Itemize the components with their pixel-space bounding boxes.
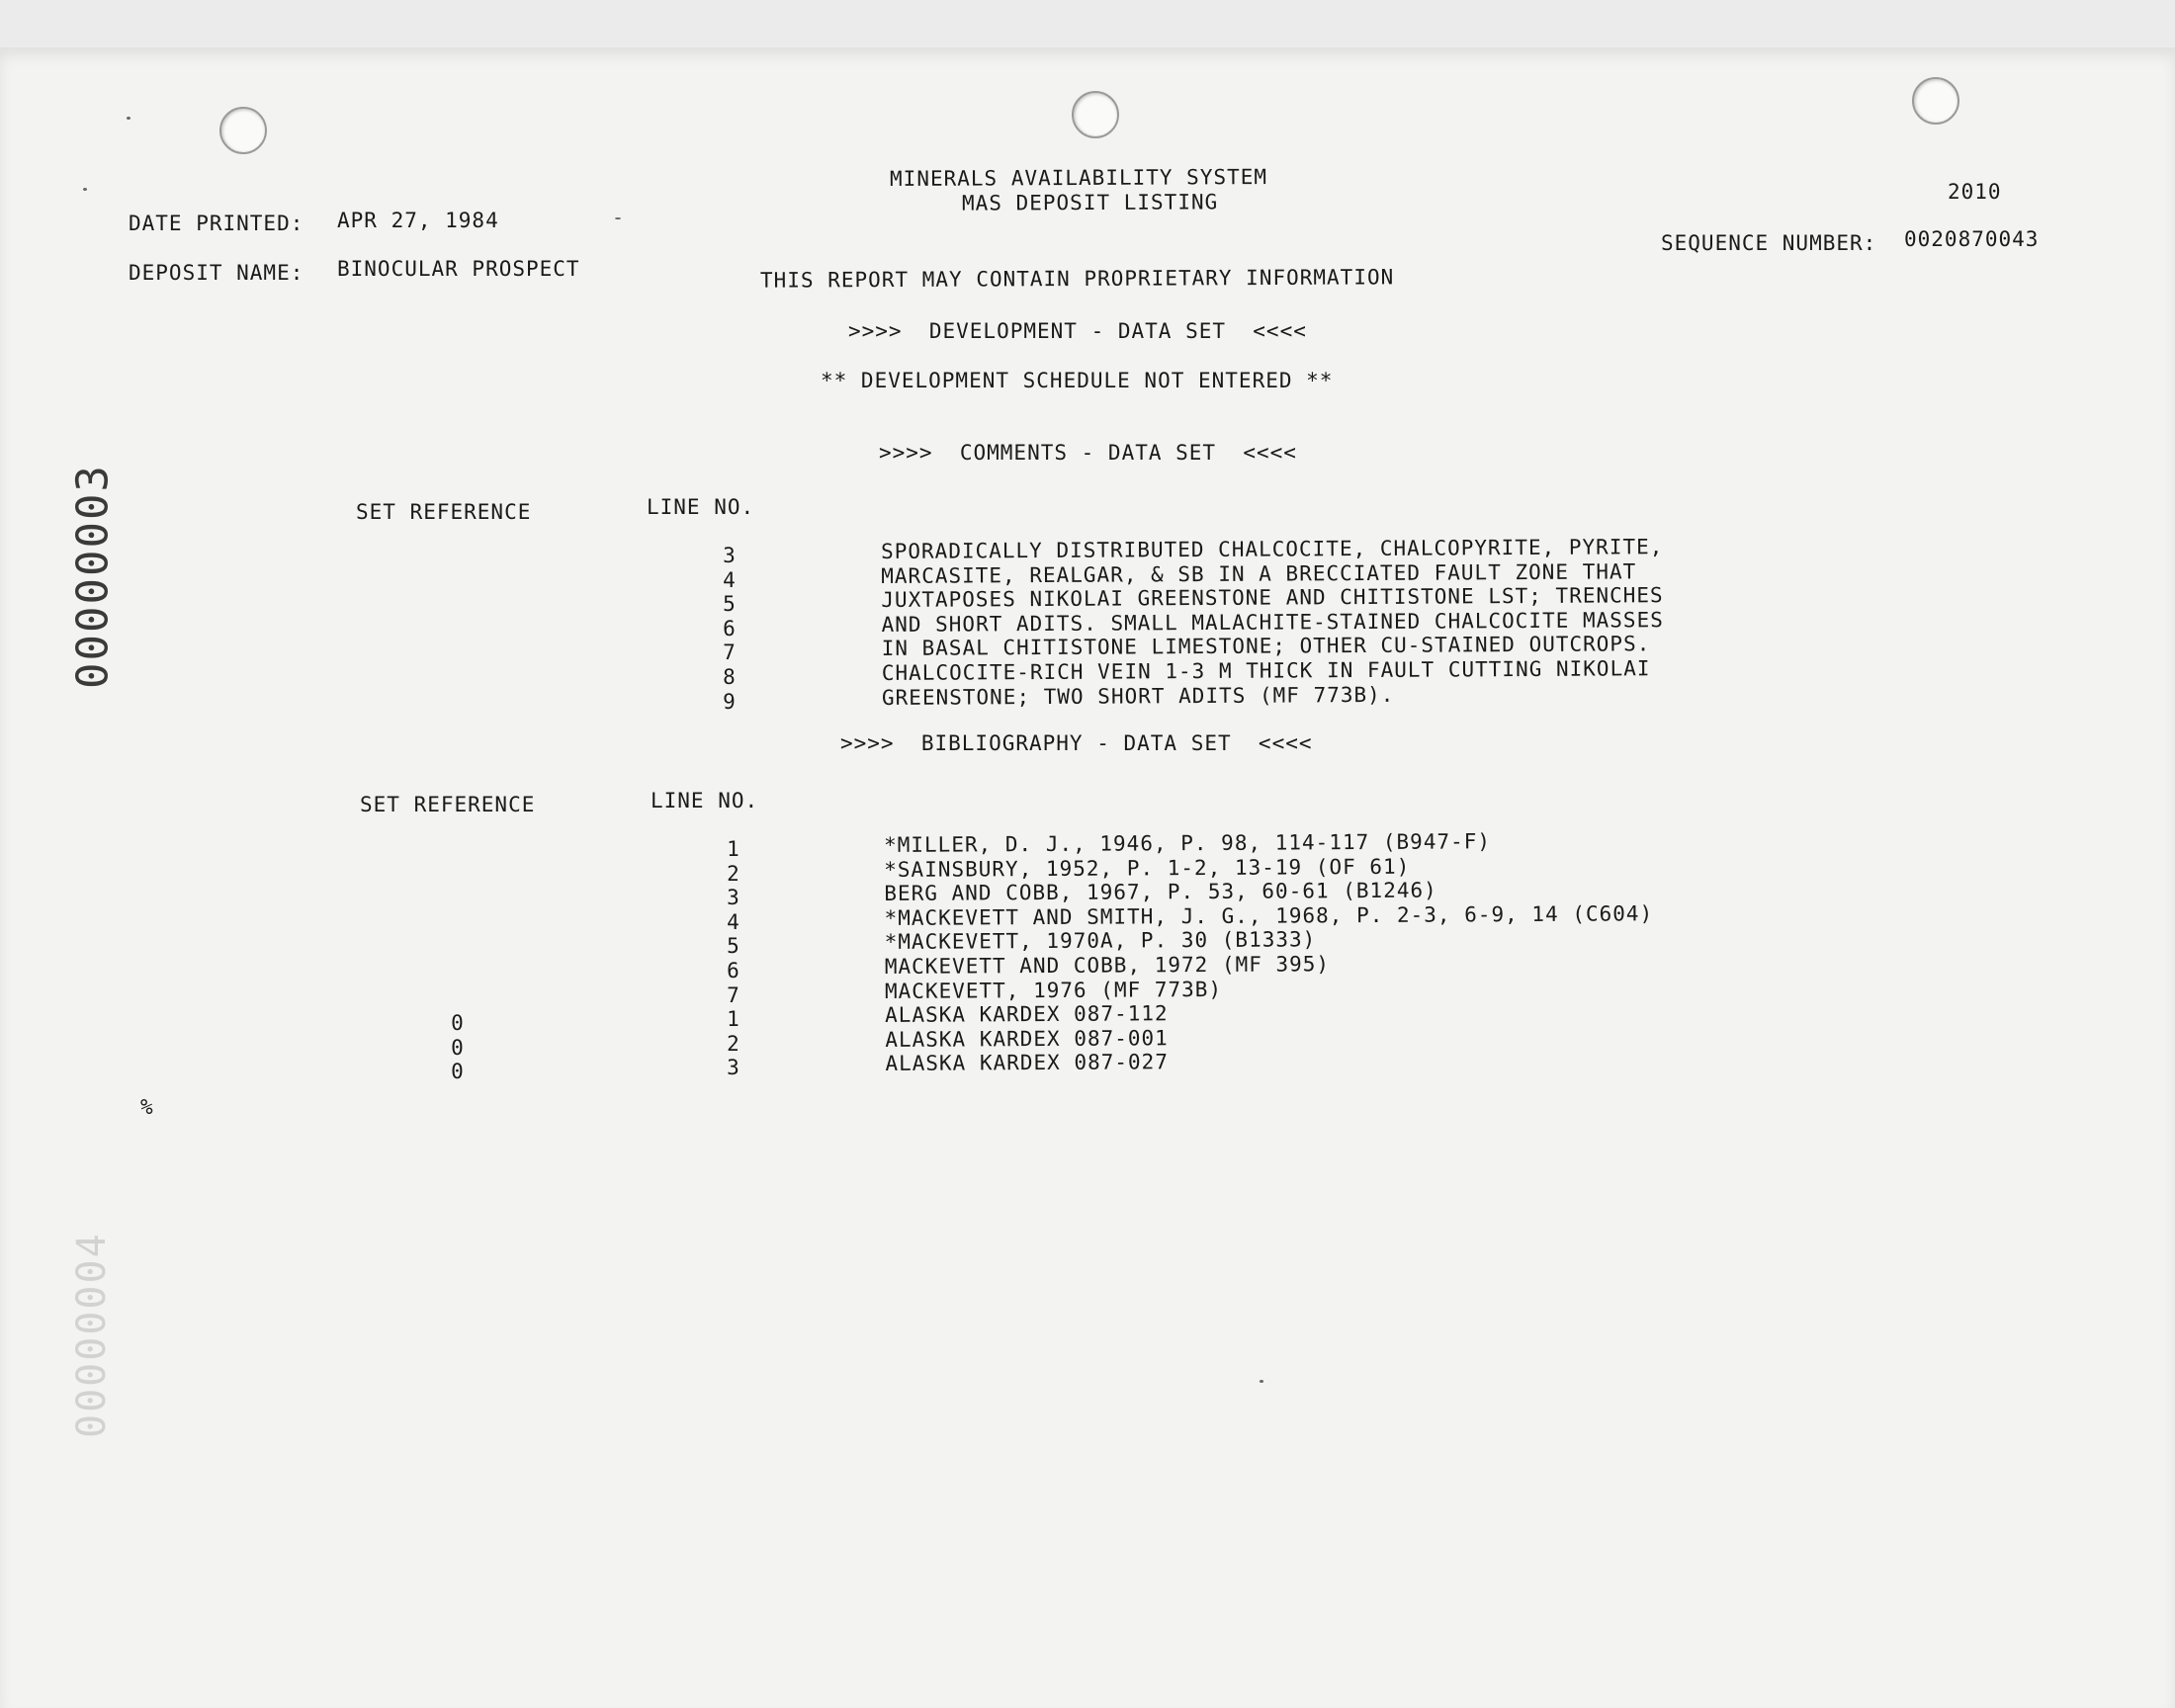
comment-text-line: AND SHORT ADITS. SMALL MALACHITE-STAINED CHALCOCITE MASSES [881, 607, 1664, 637]
deposit-name-value: BINOCULAR PROSPECT [337, 257, 580, 281]
comment-line-number: 7 [723, 640, 737, 665]
bibliography-entry: *MACKEVETT AND SMITH, J. G., 1968, P. 2-3, 6-9, 14 (C604) [884, 901, 1654, 930]
bibliography-line-number: 5 [727, 934, 740, 959]
footer-percent-mark: % [140, 1095, 154, 1119]
bibliography-entry: ALASKA KARDEX 087-001 [885, 1025, 1169, 1052]
comments-col-set-reference: SET REFERENCE [356, 500, 532, 524]
bibliography-line-number: 1 [727, 837, 740, 861]
comment-line-number: 3 [723, 544, 737, 567]
bibliography-line-numbers [714, 837, 753, 1080]
bibliography-heading: >>>> BIBLIOGRAPHY - DATA SET <<<< [840, 731, 1313, 755]
comment-line-number: 9 [723, 689, 737, 714]
comment-text-line: SPORADICALLY DISTRIBUTED CHALCOCITE, CHALCOPYRITE, PYRITE, [881, 535, 1664, 563]
comment-line-number: 8 [723, 664, 737, 689]
bibliography-line-number: 3 [727, 886, 740, 910]
bibliography-entry: *MACKEVETT, 1970A, P. 30 (B1333) [884, 927, 1317, 955]
bibliography-entry: BERG AND COBB, 1967, P. 53, 60-61 (B1246) [884, 878, 1437, 906]
comment-text-line: CHALCOCITE-RICH VEIN 1-3 M THICK IN FAULT CUTTING NIKOLAI [881, 656, 1651, 685]
proprietary-notice: THIS REPORT MAY CONTAIN PROPRIETARY INFORMATION [759, 265, 1395, 293]
bibliography-line-number: 3 [727, 1056, 740, 1080]
development-heading: >>>> DEVELOPMENT - DATA SET <<<< [848, 319, 1307, 343]
bibliography-entry: ALASKA KARDEX 087-112 [885, 1001, 1169, 1028]
bibliography-set-ref: 0 [451, 1060, 465, 1084]
scan-speck [83, 188, 87, 191]
scan-speck [127, 117, 130, 120]
comment-line-number: 4 [723, 567, 737, 592]
bibliography-entry: *SAINSBURY, 1952, P. 1-2, 13-19 (OF 61) [884, 854, 1411, 882]
bibliography-col-line-no: LINE NO. [651, 789, 759, 812]
date-printed-label: DATE PRINTED: [129, 212, 304, 235]
date-printed-value: APR 27, 1984 [337, 209, 499, 232]
comments-text [881, 535, 1664, 710]
bibliography-set-ref: 0 [451, 1035, 465, 1060]
comment-text-line: GREENSTONE; TWO SHORT ADITS (MF 773B). [881, 682, 1395, 710]
bibliography-line-number: 1 [727, 1007, 740, 1032]
page-number: 2010 [1948, 180, 2002, 204]
comment-line-number: 6 [723, 616, 737, 640]
scan-speck [615, 217, 621, 219]
comments-col-line-no: LINE NO. [647, 495, 755, 519]
bibliography-entry: MACKEVETT AND COBB, 1972 (MF 395) [884, 952, 1331, 979]
punch-hole-left [219, 107, 267, 154]
comment-line-number: 5 [723, 592, 737, 617]
bibliography-set-ref: 0 [451, 1011, 465, 1035]
development-note: ** DEVELOPMENT SCHEDULE NOT ENTERED ** [821, 369, 1334, 392]
comments-heading: >>>> COMMENTS - DATA SET <<<< [879, 441, 1297, 465]
bibliography-text [884, 828, 1654, 1076]
bibliography-col-set-reference: SET REFERENCE [360, 793, 536, 816]
punch-hole-center [1072, 91, 1119, 138]
report-page [0, 47, 2175, 1708]
bibliography-line-number: 4 [727, 909, 740, 934]
deposit-name-label: DEPOSIT NAME: [129, 261, 304, 285]
comment-text-line: IN BASAL CHITISTONE LIMESTONE; OTHER CU-STAINED OUTCROPS. [881, 632, 1651, 661]
comment-text-line: MARCASITE, REALGAR, & SB IN A BRECCIATED FAULT ZONE THAT [881, 558, 1637, 588]
margin-frame-stamp-faint: 00000004 [69, 1232, 115, 1438]
bibliography-line-number: 2 [727, 1031, 740, 1056]
bibliography-line-number: 7 [727, 982, 740, 1007]
bibliography-entry: MACKEVETT, 1976 (MF 773B) [884, 977, 1223, 1003]
scan-speck [1260, 1380, 1263, 1383]
listing-title: MAS DEPOSIT LISTING [961, 190, 1219, 215]
bibliography-entry: *MILLER, D. J., 1946, P. 98, 114-117 (B947-F) [884, 829, 1492, 857]
bibliography-entry: ALASKA KARDEX 087-027 [885, 1050, 1170, 1076]
sequence-number-label: SEQUENCE NUMBER: [1661, 231, 1877, 255]
margin-frame-stamp: 00000003 [67, 464, 119, 689]
bibliography-line-number: 2 [727, 861, 740, 886]
system-title: MINERALS AVAILABILITY SYSTEM [889, 165, 1268, 191]
comments-line-numbers [710, 544, 749, 714]
bibliography-line-number: 6 [727, 958, 740, 982]
sequence-number-value: 0020870043 [1904, 227, 2040, 251]
punch-hole-right [1912, 77, 1959, 125]
bibliography-set-refs [438, 1011, 478, 1084]
comment-text-line: JUXTAPOSES NIKOLAI GREENSTONE AND CHITISTONE LST; TRENCHES [881, 583, 1664, 613]
